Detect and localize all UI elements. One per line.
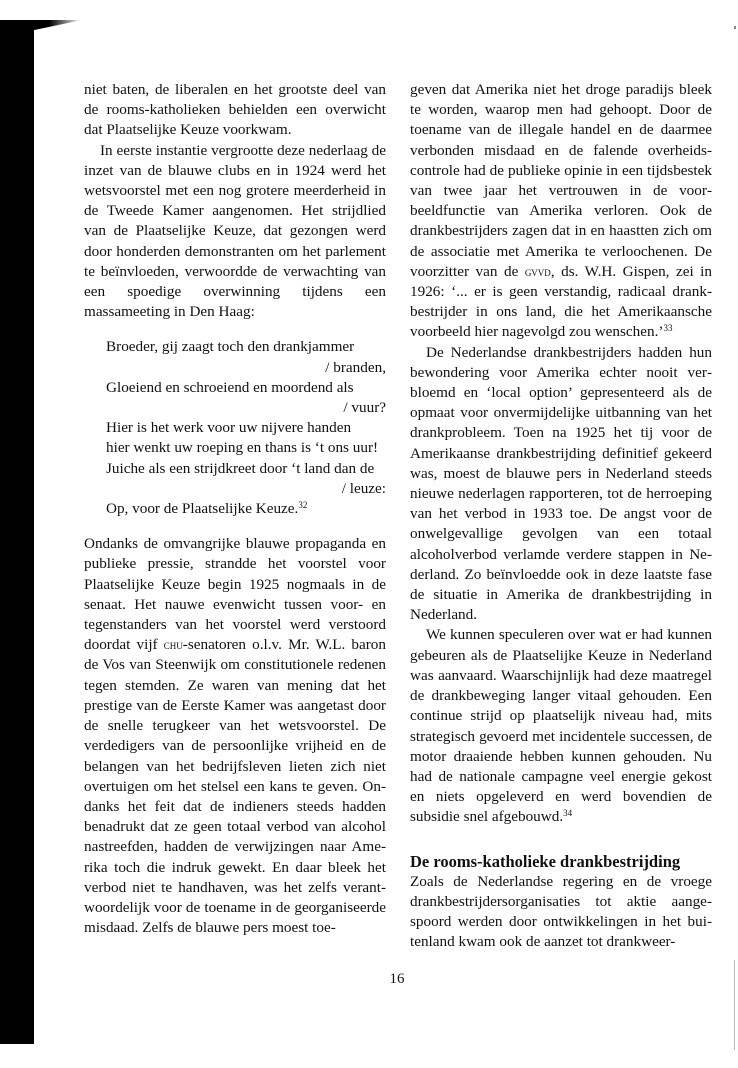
poem-line-text: Op, voor de Plaatselijke Keuze.: [106, 500, 299, 518]
scan-binding-edge: [0, 22, 34, 1044]
poem-line-last: [106, 499, 386, 519]
abbreviation: chu: [163, 637, 183, 653]
poem-line-continuation: / branden,: [325, 358, 386, 376]
footnote-ref: 34: [563, 808, 573, 819]
footnote-ref: 33: [663, 323, 673, 334]
paragraph: [410, 625, 712, 827]
paragraph: niet baten, de liberalen en het grootste deel van de rooms-katholieken behielden een overwicht dat Plaatselijke Keuze voorkwam.: [84, 81, 386, 139]
paragraph-text: We kunnen speculeren over wat er had kunnen gebeuren als de Plaatselijke Keuze in Nederland was aanvaard. Waarschijnlijk had deze maatregel de drankbeweging langer vitaal gehouden. Een continue strijd op plaatselijk niveau had, mits strategisch gevoerd met incidentele successen, de motor draaiende hebben kunnen gehouden. Nu had de nationale campagne veel energie gekost en niets opgeleverd en werd bovendien de subsidie snel afgebouwd.: [410, 626, 712, 826]
paragraph: Zoals de Nederlandse regering en de vroege drankbestrijdersorganisaties tot aktie aangespoord werden door ontwikkelingen in het buitenland kwam ook de aanzet tot drankweer-: [410, 872, 712, 951]
section-heading: De rooms-katholieke drankbestrijding: [410, 851, 681, 871]
paragraph-text: -senatoren o.l.v. Mr. W.L. baron de Vos van Steenwijk om constitutionele redenen tegen stemden. Ze waren van mening dat het prestige van de Eerste Kamer was aangetast door de snelle terugkeer van het wetsvoorstel. De verdedigers van de persoonlijke vrijheid en de belangen van het bedrijfsleven lieten zich niet overtuigen om het stelsel een kans te geven. Ondanks het feit dat de indieners steeds hadden benadrukt dat ze geen totaal verbod van alcohol nastreefden, hadden de verwijzingen naar Amerika toch die indruk gewekt. En daar bleek het verbod niet te handhaven, was het zelfs verantwoordelijk voor de toename in de georganiseerde misdaad. Zelfs de blauwe pers moest toe-: [84, 636, 386, 937]
poem-line: Broeder, gij zaagt toch den drankjammer: [106, 338, 355, 356]
paragraph: In eerste instantie vergrootte deze nederlaag de inzet van de blauwe clubs en in 1924 werd het wetsvoorstel met een nog grotere meerderheid in de Tweede Kamer aangenomen. Het strijdlied van de Plaatselijke Keuze, dat gezongen werd door honderden demonstranten om het parlement te beïnvloeden, verwoordde de verwachting van een spoedige overwinning tijdens een massameeting in Den Haag:: [84, 141, 386, 321]
poem-line-continuation: / vuur?: [343, 399, 386, 417]
poem-line: hier wenkt uw roeping en thans is ‘t ons uur!: [106, 439, 379, 457]
paragraph: [84, 534, 386, 938]
abbreviation: gvvd: [524, 263, 551, 279]
left-column: [84, 80, 386, 938]
footnote-ref: 32: [298, 500, 308, 511]
right-column: [410, 80, 712, 952]
paragraph-text: geven dat Amerika niet het droge paradijs bleek te worden, waarop men had gehoopt. Door de toename van de illegale handel en de daarmee verbonden misdaad en de falende overheidscontrole had de publieke opinie in een tijdsbestek van twee jaar het vertrouwen in de voorbeeldfunctie van Amerika verloren. Ook de drankbestrijders zagen dat in en haastten zich om de associatie met Amerika te verloochenen. De voorzitter van de: [410, 81, 712, 280]
paragraph: [410, 80, 712, 343]
poem-line-continuation: / leuze:: [341, 479, 386, 497]
paragraph-text: Ondanks de omvangrijke blauwe propaganda en publieke pressie, strandde het voorstel voor Plaatselijke Keuze begin 1925 nogmaals in de senaat. Het nauwe evenwicht tussen voor- en tegenstanders van het voorstel werd verstoord doordat vijf: [84, 535, 386, 654]
page-number: 16: [389, 971, 405, 987]
paragraph-text: , ds. W.H. Gispen, zei in 1926: ‘... er is geen verstandig, radicaal drankbestrijder in ons land, die het Amerikaansche voorbeeld hier nagevolgd zou wenschen.’: [410, 262, 712, 341]
poem-line: Juiche als een strijdkreet door ‘t land dan de: [106, 459, 375, 477]
paragraph: De Nederlandse drankbestrijders hadden hun bewondering voor Amerika echter nooit verbloemd en ‘local option’ gepresenteerd als de opmaat voor onvermijdelijke uitbanning van het drankprobleem. Toen na 1925 het tij voor de Amerikaanse drankbestrijding definitief gekeerd was, moest de blauwe pers in Nederland steeds nieuwe nederlagen rapporteren, tot de herroeping van het verbod in 1933 toe. De angst voor de onwelgevallige gevolgen van een totaal alcoholverbod verlamde verdere stappen in Nederland. Zo beïnvloedde ook in deze laatste fase de situatie in Amerika de drankbestrijding in Nederland.: [410, 343, 712, 624]
scan-mark: [734, 26, 736, 29]
poem-line: Gloeiend en schroeiend en moordend als: [106, 378, 354, 396]
song-quote: [106, 337, 386, 519]
poem-line: Hier is het werk voor uw nijvere handen: [106, 419, 352, 437]
